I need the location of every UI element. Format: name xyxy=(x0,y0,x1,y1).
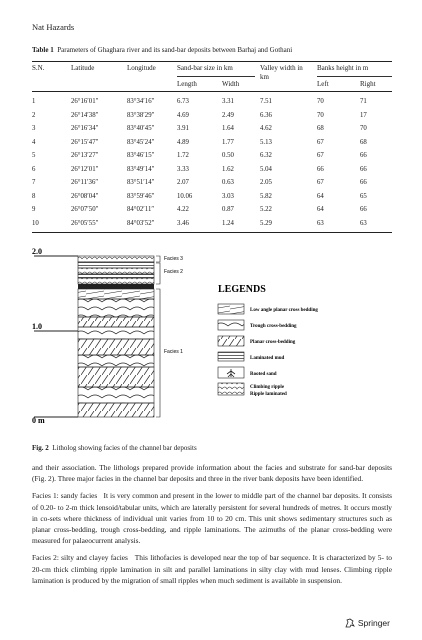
cell-length: 2.07 xyxy=(177,179,189,187)
header-sn: S.N. xyxy=(32,64,45,72)
table-row xyxy=(32,190,392,204)
cell-width: 2.49 xyxy=(222,111,234,119)
header-left: Left xyxy=(317,80,329,88)
cell-sn: 5 xyxy=(32,152,36,160)
legend-swatch-mud xyxy=(218,352,244,361)
cell-sn: 4 xyxy=(32,138,36,146)
layer-dark xyxy=(78,284,154,289)
cell-lon: 84°03′52″ xyxy=(127,219,155,227)
table-caption xyxy=(32,45,392,55)
table-row xyxy=(32,95,392,109)
cell-lat: 26°14′38″ xyxy=(71,111,99,119)
cell-valley: 6.32 xyxy=(260,152,272,160)
journal-name: Nat Hazards xyxy=(32,22,75,32)
cell-right: 63 xyxy=(360,219,367,227)
cell-right: 70 xyxy=(360,125,367,133)
cell-width: 3.31 xyxy=(222,98,234,106)
legend-label-lowangle: Low angle planar cross bedding xyxy=(250,308,318,313)
layer-planar-4 xyxy=(78,403,154,417)
legend-swatch-trough xyxy=(218,320,244,330)
cell-lon: 83°46′15″ xyxy=(127,152,155,160)
table-row xyxy=(32,176,392,190)
facies1-bracket xyxy=(156,289,160,417)
cell-lon: 83°49′14″ xyxy=(127,165,155,173)
sandbar-subrule xyxy=(177,76,255,77)
header-right: Right xyxy=(360,80,376,88)
table-title: Parameters of Ghaghara river and its sand-bar deposits between Barhaj and Gothani xyxy=(57,46,293,54)
layer-trough-3 xyxy=(78,355,154,367)
cell-valley: 5.22 xyxy=(260,206,272,214)
cell-lat: 26°16′34″ xyxy=(71,125,99,133)
header-sandbar: Sand-bar size in km xyxy=(177,64,233,72)
cell-sn: 2 xyxy=(32,111,36,119)
cell-valley: 2.05 xyxy=(260,179,272,187)
figure-caption-text: Litholog showing facies of the channel bar deposits xyxy=(52,444,197,452)
facies1-label: Facies 1 xyxy=(164,349,183,355)
table-header-rule xyxy=(32,91,392,92)
cell-left: 64 xyxy=(317,206,324,214)
header-length: Length xyxy=(177,80,197,88)
cell-right: 17 xyxy=(360,111,367,119)
figure-caption xyxy=(32,443,392,453)
layer-mud-2 xyxy=(78,274,154,278)
cell-lat: 26°07′50″ xyxy=(71,206,99,214)
cell-width: 1.24 xyxy=(222,219,234,227)
header-banks: Banks height in m xyxy=(317,64,369,72)
cell-sn: 3 xyxy=(32,125,36,133)
table-row xyxy=(32,203,392,217)
cell-lat: 26°11′36″ xyxy=(71,179,99,187)
cell-lon: 83°40′45″ xyxy=(127,125,155,133)
cell-lat: 26°12′01″ xyxy=(71,165,99,173)
layer-ripple-2 xyxy=(78,268,154,274)
publisher-mark xyxy=(345,618,390,628)
legend-label-mud: Laminated mud xyxy=(250,356,285,361)
header-longitude: Longitude xyxy=(127,64,156,72)
cell-length: 10.06 xyxy=(177,192,193,200)
cell-length: 4.69 xyxy=(177,111,189,119)
paragraph-facies2 xyxy=(32,552,392,586)
legend-label-trough: Trough cross-bedding xyxy=(250,324,297,329)
cell-sn: 1 xyxy=(32,98,36,106)
table-bottom-rule xyxy=(32,232,392,233)
cell-lat: 26°08′04″ xyxy=(71,192,99,200)
cell-left: 66 xyxy=(317,165,324,173)
cell-sn: 9 xyxy=(32,206,36,214)
layer-trough-1 xyxy=(78,299,154,317)
cell-lon: 83°38′29″ xyxy=(127,111,155,119)
cell-left: 67 xyxy=(317,179,324,187)
cell-lat: 26°05′55″ xyxy=(71,219,99,227)
legend-swatch-lowangle xyxy=(218,304,244,314)
layer-ripple-top xyxy=(78,256,154,262)
cell-sn: 6 xyxy=(32,165,36,173)
figure-label: Fig. 2 xyxy=(32,444,49,452)
header-valley: Valley width in km xyxy=(260,64,303,81)
legend-label-planar: Planar cross-bedding xyxy=(250,340,296,345)
table-row xyxy=(32,163,392,177)
cell-valley: 5.04 xyxy=(260,165,272,173)
facies3-bracket xyxy=(156,256,160,262)
legend-label-rooted: Rooted sand xyxy=(250,372,277,377)
table-row xyxy=(32,217,392,231)
cell-left: 70 xyxy=(317,98,324,106)
cell-length: 4.89 xyxy=(177,138,189,146)
cell-width: 1.62 xyxy=(222,165,234,173)
legend xyxy=(218,304,318,397)
legend-title: LEGENDS xyxy=(218,284,266,295)
legend-label-rippled: Ripple laminated xyxy=(250,392,287,397)
header-latitude: Latitude xyxy=(71,64,95,72)
layer-mud-1 xyxy=(78,262,154,268)
cell-valley: 6.36 xyxy=(260,111,272,119)
layer-trough-4 xyxy=(78,387,154,403)
paragraph-facies1 xyxy=(32,490,392,546)
cell-right: 71 xyxy=(360,98,367,106)
cell-right: 65 xyxy=(360,192,367,200)
layer-ripple-3 xyxy=(78,278,154,284)
cell-right: 66 xyxy=(360,206,367,214)
table-label: Table 1 xyxy=(32,46,54,54)
cell-lon: 83°59′46″ xyxy=(127,192,155,200)
layer-planar-3 xyxy=(78,367,154,387)
cell-length: 1.72 xyxy=(177,152,189,160)
cell-length: 3.91 xyxy=(177,125,189,133)
banks-subrule xyxy=(317,76,392,77)
layer-planar-1 xyxy=(78,317,154,327)
facies2-label: Facies 2 xyxy=(164,269,183,275)
legend-label-climbing: Climbing ripple xyxy=(250,385,285,390)
cell-length: 3.46 xyxy=(177,219,189,227)
cell-lat: 26°16′01″ xyxy=(71,98,99,106)
cell-right: 66 xyxy=(360,152,367,160)
facies1-text: It is very common and present in the lower to middle part of the channel bar deposits. It consists of 0.20- to 2-m thick lensoid/tabular units, which are laterally persistent for several hundreds of metres. It occurs mostly in co-sets where thickness of individual unit varies from 10 to 20 cm. This unit shows sedimentary structures such as planar cross-bedding, trough cross-bedding, and ripple laminations. The azimuths of the planar cross-bedding were measured for palaeocurrent analysis. xyxy=(32,491,392,546)
cell-valley: 5.29 xyxy=(260,219,272,227)
header-width: Width xyxy=(222,80,240,88)
body-text xyxy=(32,462,392,592)
paragraph-intro: and their association. The lithologs prepared provide information about the facies and substrate for sand-bar deposits (Fig. 2). Three major facies in the channel bar deposits and three in the river bank deposits have been identified. xyxy=(32,463,392,484)
publisher-name: Springer xyxy=(357,618,390,628)
facies1-title: Facies 1: sandy facies xyxy=(32,491,98,501)
table-row xyxy=(32,136,392,150)
springer-horse-icon xyxy=(345,618,355,628)
cell-sn: 7 xyxy=(32,179,36,187)
layer-lowangle xyxy=(78,289,154,299)
legend-swatch-ripple xyxy=(218,383,244,395)
cell-lon: 83°45′24″ xyxy=(127,138,155,146)
table-row xyxy=(32,122,392,136)
cell-valley: 5.13 xyxy=(260,138,272,146)
cell-sn: 8 xyxy=(32,192,36,200)
litholog-column xyxy=(78,256,154,417)
cell-length: 3.33 xyxy=(177,165,189,173)
cell-lat: 26°13′27″ xyxy=(71,152,99,160)
cell-width: 1.77 xyxy=(222,138,234,146)
cell-left: 70 xyxy=(317,111,324,119)
cell-lon: 83°34′16″ xyxy=(127,98,155,106)
facies2-bracket xyxy=(156,263,160,284)
table-top-rule xyxy=(32,61,392,62)
cell-length: 4.22 xyxy=(177,206,189,214)
cell-right: 66 xyxy=(360,165,367,173)
scale-mid: 1.0 xyxy=(32,322,42,331)
facies2-text: This lithofacies is developed near the top of bar sequence. It is characterized by 5- to 20-cm thick climbing ripple lamination in silt and parallel laminations in silty clay with mud lenses. Climbing ripple lamination is produced by the migration of small ripples when much sediment is available in suspension. xyxy=(32,553,392,585)
cell-valley: 4.62 xyxy=(260,125,272,133)
cell-width: 1.64 xyxy=(222,125,234,133)
parameters-table xyxy=(32,95,392,230)
cell-left: 67 xyxy=(317,152,324,160)
cell-width: 3.03 xyxy=(222,192,234,200)
cell-right: 68 xyxy=(360,138,367,146)
cell-lat: 26°15′47″ xyxy=(71,138,99,146)
cell-width: 0.50 xyxy=(222,152,234,160)
cell-left: 68 xyxy=(317,125,324,133)
scale-bottom: 0 m xyxy=(32,416,45,425)
table-row xyxy=(32,109,392,123)
cell-sn: 10 xyxy=(32,219,39,227)
scale-top: 2.0 xyxy=(32,247,42,256)
cell-lon: 83°51′14″ xyxy=(127,179,155,187)
litholog-figure xyxy=(32,240,392,435)
cell-lon: 84°02′11″ xyxy=(127,206,155,214)
cell-valley: 5.82 xyxy=(260,192,272,200)
facies3-label: Facies 3 xyxy=(164,256,183,262)
table-row xyxy=(32,149,392,163)
cell-width: 0.87 xyxy=(222,206,234,214)
cell-width: 0.63 xyxy=(222,179,234,187)
cell-left: 67 xyxy=(317,138,324,146)
cell-left: 64 xyxy=(317,192,324,200)
cell-valley: 7.51 xyxy=(260,98,272,106)
legend-swatch-planar xyxy=(218,336,244,346)
facies2-title: Facies 2: silty and clayey facies xyxy=(32,553,128,563)
cell-length: 6.73 xyxy=(177,98,189,106)
cell-left: 63 xyxy=(317,219,324,227)
cell-right: 66 xyxy=(360,179,367,187)
layer-planar-2 xyxy=(78,339,154,355)
layer-trough-2 xyxy=(78,327,154,339)
